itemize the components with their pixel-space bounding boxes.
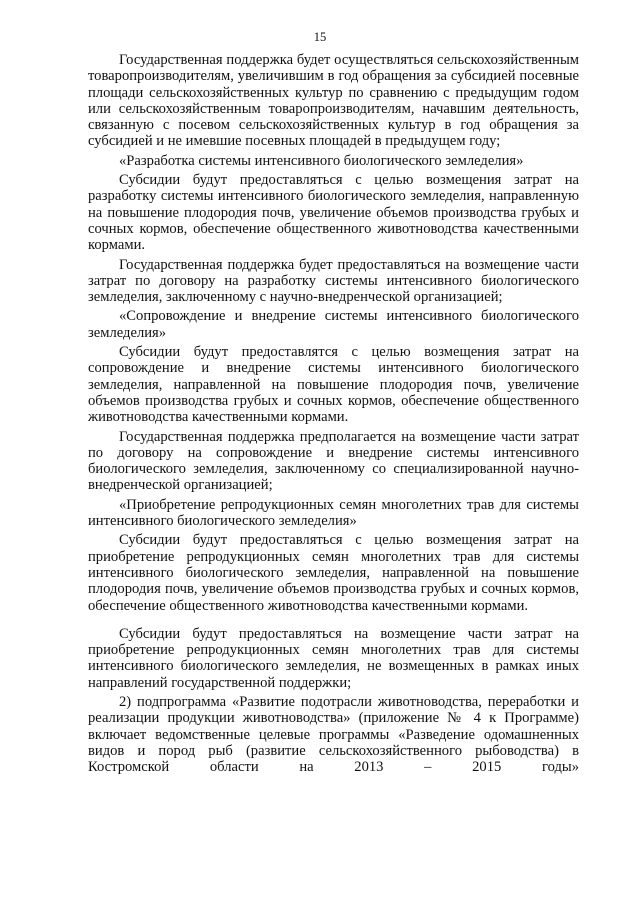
paragraph-seed-compensation: Субсидии будут предоставляться на возмещение части затрат на приобретение репродукционных семян многолетних трав для системы интенсивного биологического земледелия, не возмещенных в рамках иных направлений государственной поддержки; [88, 625, 579, 691]
paragraph-subprogram-livestock: 2) подпрограмма «Развитие подотрасли животноводства, переработки и реализации продукции животноводства» (приложение № 4 к Программе) включает ведомственные целевые программы «Разведение одомашненных видов и пород рыб (развитие сельскохозяйственного рыбоводства) в Костромской области на 2013 – 2015 годы» [88, 693, 579, 776]
page-number: 15 [313, 30, 327, 44]
heading-development-system: «Разработка системы интенсивного биологического земледелия» [119, 152, 524, 169]
paragraph-development-support: Государственная поддержка будет предоставляться на возмещение части затрат по договору на разработку системы интенсивного биологического земледелия, заключенному с научно-внедренческой организацией; [88, 256, 579, 306]
heading-seed-purchase: «Приобретение репродукционных семян многолетних трав для системы интенсивного биологического земледелия» [88, 496, 579, 530]
paragraph-implementation-subsidies: Субсидии будут предоставлятся с целью возмещения затрат на сопровождение и внедрение системы интенсивного биологического земледелия, направленной на повышение плодородия почв, увеличение объемов производства грубых и сочных кормов, обеспечение общественного животноводства качественными кормами. [88, 344, 579, 426]
paragraph-seed-subsidies: Субсидии будут предоставляться с целью возмещения затрат на приобретение репродукционных семян многолетних трав для системы интенсивного биологического земледелия, направленной на повышение плодородия почв, увеличение объемов производства грубых и сочных кормов, обеспечение общественного животноводства качественными кормами. [88, 532, 579, 614]
paragraph-implementation-support: Государственная поддержка предполагается на возмещение части затрат по договору на сопровождение и внедрение системы интенсивного биологического земледелия, заключенному со специализированной научно-внедренческой организацией; [88, 428, 579, 494]
document-body [88, 52, 579, 778]
paragraph-support-conditions: Государственная поддержка будет осуществляться сельскохозяйственным товаропроизводителям, увеличившим в год обращения за субсидией посевные площади сельскохозяйственных культур по сравнению с предыдущим годом или сельскохозяйственным товаропроизводителям, начавшим деятельность, связанную с посевом сельскохозяйственных культур в год обращения за субсидией и не имевшие посевных площадей в предыдущем году; [88, 52, 579, 150]
paragraph-development-subsidies: Субсидии будут предоставляться с целью возмещения затрат на разработку системы интенсивного биологического земледелия, направленную на повышение плодородия почв, увеличение объемов производства грубых и сочных кормов, обеспечение общественного животноводства качественными кормами. [88, 172, 579, 254]
heading-support-implementation: «Сопровождение и внедрение системы интенсивного биологического земледелия» [88, 308, 579, 341]
